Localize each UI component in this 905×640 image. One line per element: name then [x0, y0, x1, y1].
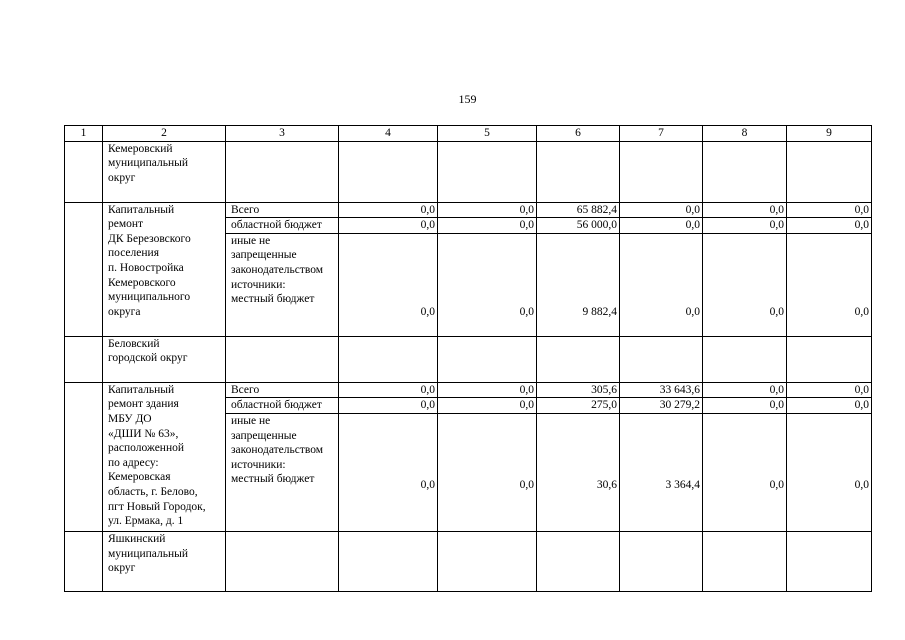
value-cell: 0,0: [703, 413, 787, 531]
column-header: 2: [103, 126, 226, 142]
column-header: 7: [620, 126, 703, 142]
value-cell: 0,0: [787, 233, 872, 336]
value-cell: 0,0: [620, 202, 703, 218]
object-name: Капитальный ремонт здания МБУ ДО «ДШИ № 63», расположенной по адресу: Кемеровская область, г. Белово, пгт Новый Городок, ул. Ермака, д. 1: [103, 382, 226, 531]
value-cell: 0,0: [787, 202, 872, 218]
value-cell: 0,0: [620, 233, 703, 336]
empty-cell: [65, 202, 103, 336]
object-name: Капитальный ремонт ДК Березовского поселения п. Новостройка Кемеровского муниципального округа: [103, 202, 226, 336]
value-cell: 56 000,0: [537, 218, 620, 234]
value-cell: 0,0: [438, 202, 537, 218]
region-row: [65, 141, 872, 202]
funding-source: Всего: [226, 382, 339, 398]
value-cell: 33 643,6: [620, 382, 703, 398]
value-cell: 0,0: [787, 413, 872, 531]
region-row: [65, 336, 872, 382]
value-cell: 305,6: [537, 382, 620, 398]
value-cell: 0,0: [438, 382, 537, 398]
value-cell: 0,0: [620, 218, 703, 234]
value-cell: 0,0: [339, 382, 438, 398]
value-cell: 0,0: [703, 382, 787, 398]
value-cell: 0,0: [703, 202, 787, 218]
value-cell: 0,0: [339, 218, 438, 234]
value-cell: 0,0: [339, 413, 438, 531]
empty-cell: [65, 141, 103, 202]
budget-table: [64, 125, 872, 592]
region-name: Беловский городской округ: [103, 336, 226, 382]
column-header: 5: [438, 126, 537, 142]
funding-source: иные не запрещенные законодательством источники: местный бюджет: [226, 413, 339, 531]
value-cell: 65 882,4: [537, 202, 620, 218]
value-cell: 0,0: [787, 382, 872, 398]
column-header: 3: [226, 126, 339, 142]
header-row: [65, 126, 872, 142]
empty-cell: [65, 382, 103, 531]
value-cell: 3 364,4: [620, 413, 703, 531]
value-cell: 30 279,2: [620, 398, 703, 414]
funding-source: Всего: [226, 202, 339, 218]
value-cell: 0,0: [339, 202, 438, 218]
funding-source: иные не запрещенные законодательством источники: местный бюджет: [226, 233, 339, 336]
value-cell: 30,6: [537, 413, 620, 531]
value-cell: 0,0: [438, 218, 537, 234]
value-cell: 0,0: [438, 398, 537, 414]
region-name: Яшкинский муниципальный округ: [103, 531, 226, 591]
table-row: [65, 382, 872, 398]
column-header: 4: [339, 126, 438, 142]
value-cell: 0,0: [438, 413, 537, 531]
page-number: 159: [458, 92, 477, 106]
value-cell: 0,0: [339, 398, 438, 414]
column-header: 1: [65, 126, 103, 142]
value-cell: 0,0: [438, 233, 537, 336]
column-header: 9: [787, 126, 872, 142]
funding-source: областной бюджет: [226, 398, 339, 414]
value-cell: 275,0: [537, 398, 620, 414]
column-header: 6: [537, 126, 620, 142]
funding-source: областной бюджет: [226, 218, 339, 234]
value-cell: 0,0: [787, 218, 872, 234]
value-cell: 0,0: [703, 218, 787, 234]
empty-cell: [65, 531, 103, 591]
table-row: [65, 202, 872, 218]
value-cell: 0,0: [339, 233, 438, 336]
empty-cell: [65, 336, 103, 382]
value-cell: 9 882,4: [537, 233, 620, 336]
value-cell: 0,0: [703, 233, 787, 336]
value-cell: 0,0: [787, 398, 872, 414]
region-row: [65, 531, 872, 591]
value-cell: 0,0: [703, 398, 787, 414]
region-name: Кемеровский муниципальный округ: [103, 141, 226, 202]
column-header: 8: [703, 126, 787, 142]
